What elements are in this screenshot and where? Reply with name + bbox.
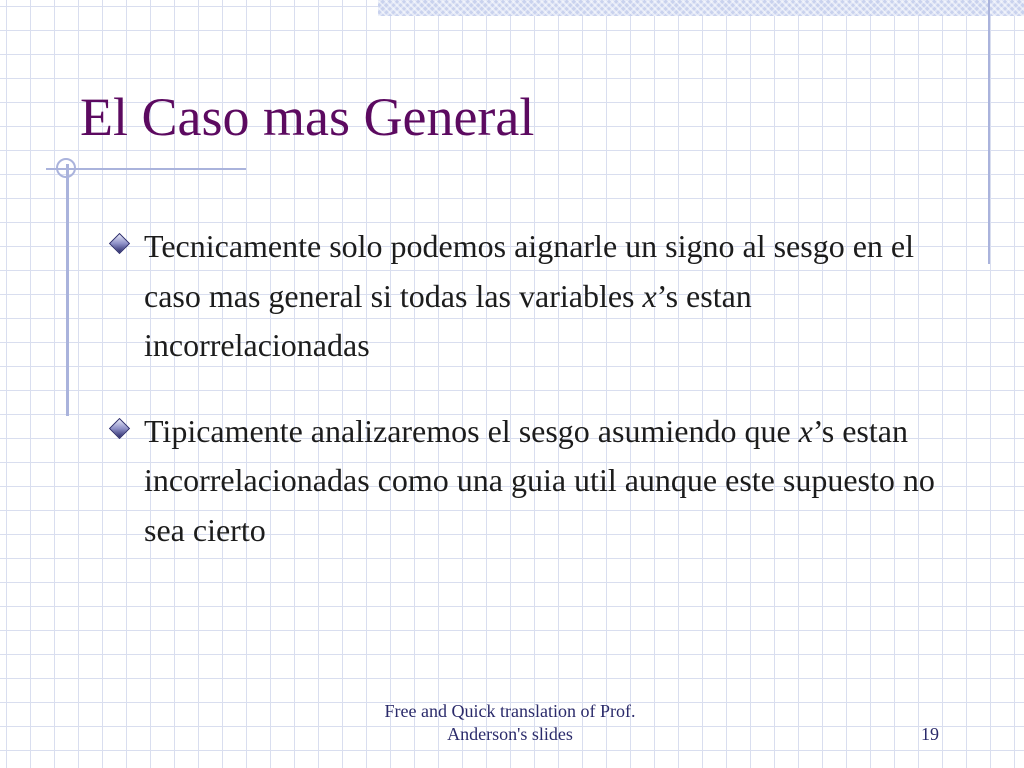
bullet-text-suffix: ’s estan incorrelacionadas como una guia util aunque este supuesto no sea cierto bbox=[144, 412, 935, 548]
bullet-item bbox=[110, 222, 970, 371]
bullet-text-italic: x bbox=[798, 412, 813, 449]
corner-circle-decoration bbox=[56, 158, 76, 178]
bullet-item bbox=[110, 407, 970, 556]
slide-title: El Caso mas General bbox=[80, 87, 535, 147]
footer-credit bbox=[340, 700, 680, 747]
footer-credit-line2: Anderson's slides bbox=[447, 724, 573, 745]
diamond-bullet-icon bbox=[109, 418, 130, 439]
slide-number: 19 bbox=[921, 724, 939, 744]
bullet-text-italic: x bbox=[642, 277, 657, 314]
diamond-bullet-icon bbox=[109, 233, 130, 254]
bullet-text-prefix: Tipicamente analizaremos el sesgo asumiendo que bbox=[144, 412, 799, 449]
footer-credit-line1: Free and Quick translation of Prof. bbox=[384, 701, 636, 721]
right-decorative-line bbox=[988, 0, 990, 264]
bullet-text-prefix: Tecnicamente solo podemos aignarle un signo al sesgo en el caso mas general si todas las variables bbox=[144, 228, 914, 314]
top-decorative-band bbox=[378, 0, 1024, 16]
bullet-list bbox=[110, 222, 970, 592]
title-underline-decoration bbox=[46, 168, 246, 170]
bullet-text-suffix: ’s estan incorrelacionadas bbox=[144, 277, 752, 364]
left-decorative-line bbox=[66, 164, 69, 416]
